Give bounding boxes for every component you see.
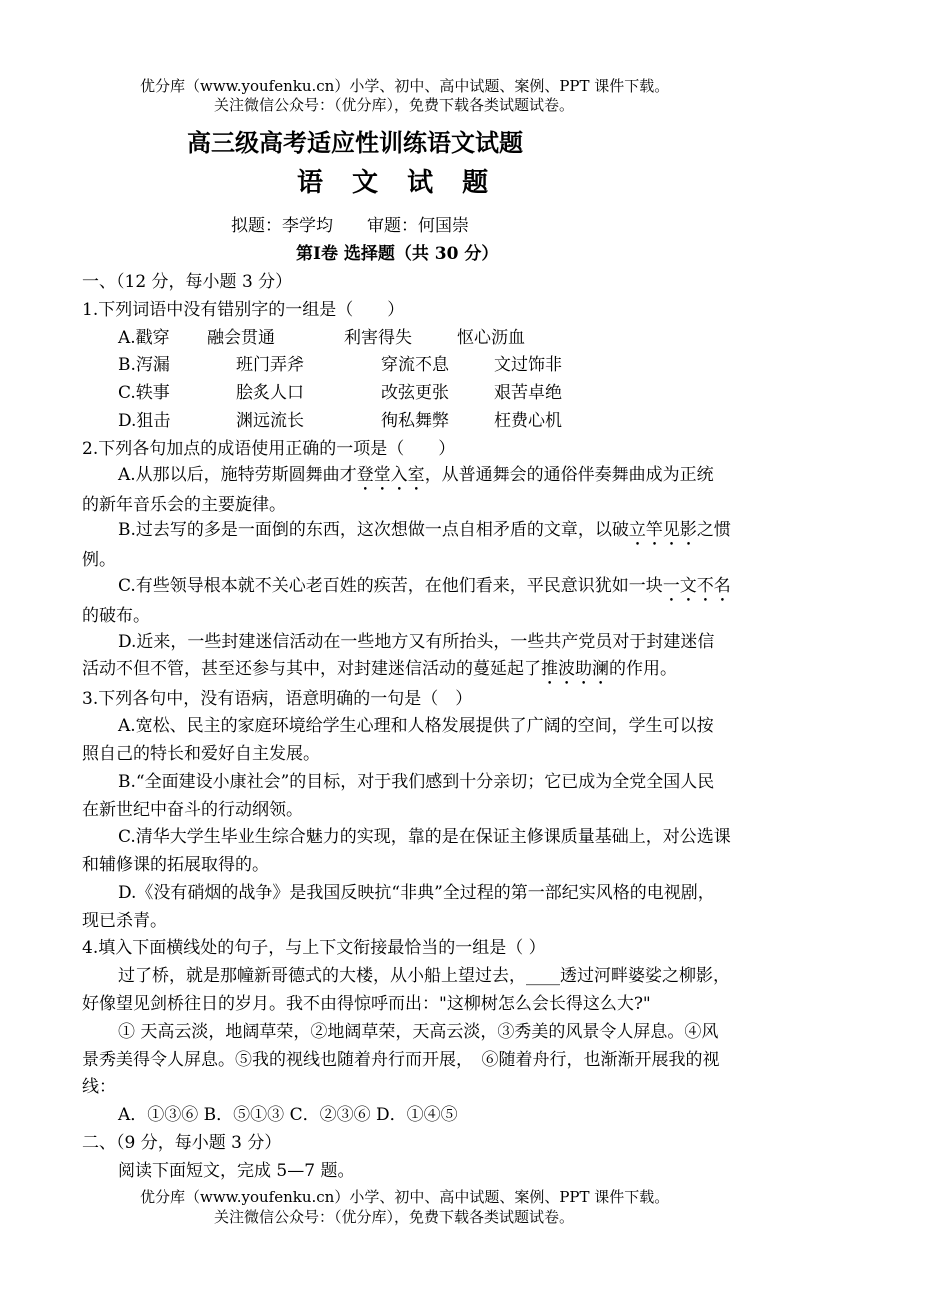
subject-title: 语 文 试 题 xyxy=(297,168,499,198)
q3-option-a: A.宽松、民主的家庭环境给学生心理和人格发展提供了广阔的空间，学生可以按 xyxy=(118,716,714,736)
q3-option-d: D.《没有硝烟的战争》是我国反映抗“非典”全过程的第一部纪实风格的电视剧， xyxy=(118,883,715,903)
q1-d-term-3: 徇私舞弊 xyxy=(381,411,449,431)
q1-a-term-2: 融会贯通 xyxy=(207,328,275,348)
q1-b-term-3: 穿流不息 xyxy=(381,355,449,375)
q4-passage-1: 过了桥，就是那幢新哥德式的大楼，从小船上望过去，____透过河畔婆娑之柳影， xyxy=(118,966,730,986)
q1-a-term-3: 利害得失 xyxy=(344,328,412,348)
q2-option-b-cont: 例。 xyxy=(82,550,116,570)
footer-line-2: 关注微信公众号：（优分库），免费下载各类试题试卷。 xyxy=(214,1208,575,1226)
q3-option-b-cont: 在新世纪中奋斗的行动纲领。 xyxy=(82,800,303,820)
part2-instruction: 阅读下面短文，完成 5—7 题。 xyxy=(118,1161,355,1181)
q1-option-d xyxy=(118,411,562,431)
q2-b-text-2: 之惯 xyxy=(696,520,731,540)
q2-d-text-2: 的作用。 xyxy=(609,659,677,679)
q2-option-d: D.近来，一些封建迷信活动在一些地方又有所抬头，一些共产党员对于封建迷信 xyxy=(118,632,715,652)
q1-b-term-2: 班门弄斧 xyxy=(236,355,304,375)
footer-line-1: 优分库（www.youfenku.cn）小学、初中、高中试题、案例、PPT 课件下载。 xyxy=(140,1188,670,1206)
q2-d-text-1: 活动不但不管，甚至还参与其中，对封建迷信活动的蔓延起了 xyxy=(82,659,541,679)
q2-b-dotted-idiom: 立竿见影 xyxy=(628,520,697,540)
q2-a-text-2: ，从普通舞会的通俗伴奏舞曲成为正统 xyxy=(424,465,714,485)
q3-option-c-cont: 和辅修课的拓展取得的。 xyxy=(82,855,269,875)
q1-c-term-1: C.轶事 xyxy=(118,383,170,403)
q3-option-c: C.清华大学生毕业生综合魅力的实现，靠的是在保证主修课质量基础上，对公选课 xyxy=(118,827,731,847)
q1-option-c xyxy=(118,383,562,403)
q2-option-c xyxy=(118,576,731,606)
part2-heading: 二、（9 分，每小题 3 分） xyxy=(82,1133,282,1153)
q2-c-dotted-idiom: 一文不名 xyxy=(662,576,731,596)
q2-b-text-1: B.过去写的多是一面倒的东西，这次想做一点自相矛盾的文章，以破 xyxy=(118,520,629,540)
q1-c-term-4: 艰苦卓绝 xyxy=(494,383,562,403)
q4-choices: A．①③⑥ B．⑤①③ C．②③⑥ D．①④⑤ xyxy=(118,1105,458,1125)
q2-c-text-1: C.有些领导根本就不关心老百姓的疾苦，在他们看来，平民意识犹如一块 xyxy=(118,576,663,596)
q2-a-dotted-idiom: 登堂入室 xyxy=(356,465,425,485)
q1-d-term-4: 枉费心机 xyxy=(494,411,562,431)
authors-line: 拟题：李学均 审题：何国崇 xyxy=(231,216,469,236)
q1-option-a xyxy=(118,328,525,348)
q2-d-dotted-idiom: 推波助澜 xyxy=(541,659,609,679)
q1-c-term-2: 脍炙人口 xyxy=(236,383,304,403)
q1-a-term-1: A.戳穿 xyxy=(118,328,170,348)
header-line-2: 关注微信公众号：（优分库），免费下载各类试题试卷。 xyxy=(214,96,575,114)
q4-sentences-1: ① 天高云淡，地阔草荣，②地阔草荣，天高云淡，③秀美的风景令人屏息。④风 xyxy=(118,1022,719,1042)
exam-title: 高三级高考适应性训练语文试题 xyxy=(187,128,523,157)
part1-heading: 一、（12 分，每小题 3 分） xyxy=(82,272,293,292)
q1-c-term-3: 改弦更张 xyxy=(381,383,449,403)
q2-stem: 2.下列各句加点的成语使用正确的一项是（ ） xyxy=(82,439,456,459)
q2-option-c-cont: 的破布。 xyxy=(82,606,150,626)
q2-a-text-1: A.从那以后，施特劳斯圆舞曲才 xyxy=(118,465,357,485)
header-line-1: 优分库（www.youfenku.cn）小学、初中、高中试题、案例、PPT 课件下载。 xyxy=(140,77,670,95)
q1-b-term-1: B.泻漏 xyxy=(118,355,170,375)
q4-passage-2: 好像望见剑桥往日的岁月。我不由得惊呼而出："这柳树怎么会长得这么大?" xyxy=(82,994,651,1014)
volume-heading: 第Ⅰ卷 选择题（共 30 分） xyxy=(296,244,499,264)
q3-stem: 3.下列各句中，没有语病，语意明确的一句是（ ） xyxy=(82,689,473,709)
q4-stem: 4.填入下面横线处的句子，与上下文衔接最恰当的一组是（ ） xyxy=(82,938,546,958)
q2-option-d-cont xyxy=(82,659,677,689)
q1-stem: 1.下列词语中没有错别字的一组是（ ） xyxy=(82,300,405,320)
q3-option-a-cont: 照自己的特长和爱好自主发展。 xyxy=(82,744,320,764)
q2-option-a-cont: 的新年音乐会的主要旋律。 xyxy=(82,495,286,515)
q1-b-term-4: 文过饰非 xyxy=(494,355,562,375)
q1-d-term-1: D.狙击 xyxy=(118,411,171,431)
q2-option-a xyxy=(118,465,714,495)
q4-sentences-2: 景秀美得令人屏息。⑤我的视线也随着舟行而开展， ⑥随着舟行，也渐渐开展我的视 xyxy=(82,1050,720,1070)
q3-option-d-cont: 现已杀青。 xyxy=(82,911,167,931)
q3-option-b: B.“全面建设小康社会”的目标，对于我们感到十分亲切；它已成为全党全国人民 xyxy=(118,772,715,792)
q2-option-b xyxy=(118,520,731,550)
q1-d-term-2: 渊远流长 xyxy=(236,411,304,431)
q4-sentences-3: 线： xyxy=(82,1077,116,1097)
q1-a-term-4: 怄心沥血 xyxy=(457,328,525,348)
q1-option-b xyxy=(118,355,562,375)
